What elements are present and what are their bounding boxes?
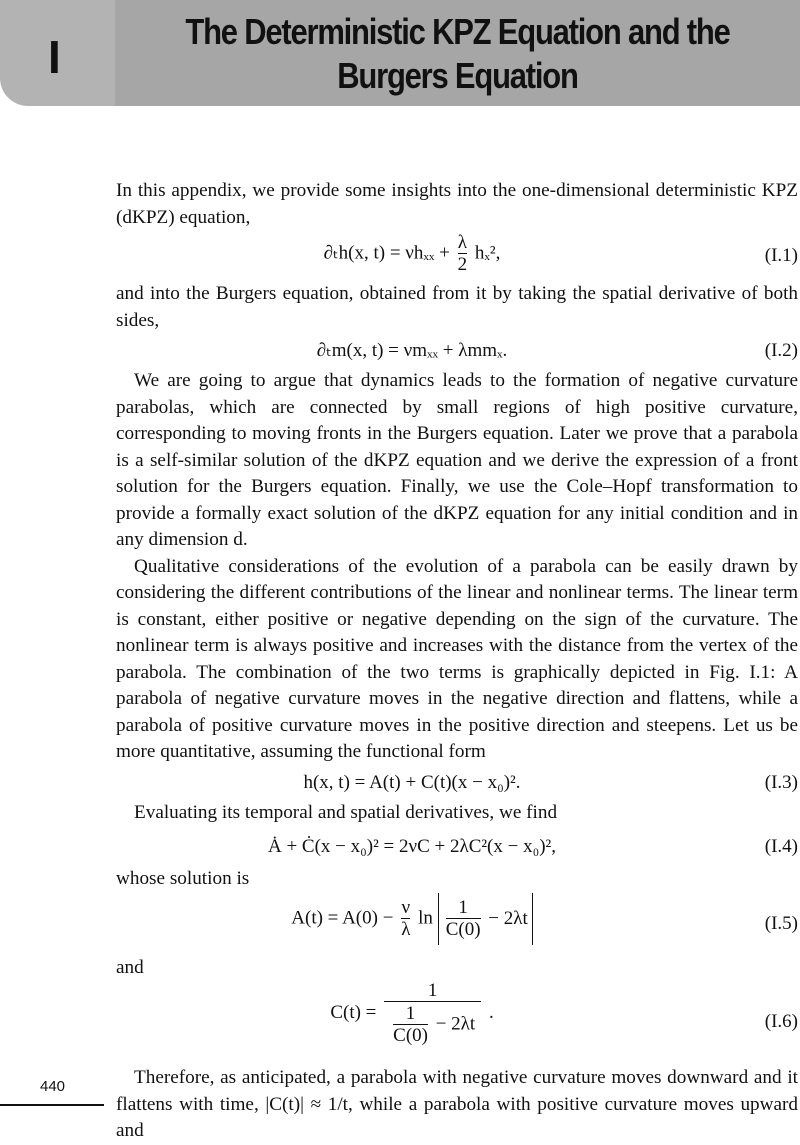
page-number: 440	[40, 1078, 66, 1095]
chapter-tab	[0, 0, 128, 106]
chapter-title-line1: The Deterministic KPZ Equation and the	[185, 11, 730, 52]
eq6-denominator	[384, 1001, 481, 1046]
equation-I4	[116, 826, 798, 866]
eq5-fraction	[401, 898, 410, 940]
eq1-fraction	[458, 233, 468, 275]
equation-I5	[116, 893, 798, 955]
equation-I1-body	[116, 233, 708, 275]
eq6-numerator: 1	[427, 980, 438, 1001]
equation-I3-label: (I.3)	[764, 771, 798, 793]
equation-I3	[116, 766, 798, 800]
equation-I2-body: ∂ₜm(x, t) = νmₓₓ + λmmₓ.	[316, 340, 508, 361]
paragraph-qualitative: Qualitative considerations of the evolution of a parabola can be easily drawn by considering the different contributions of the linear and nonlinear terms. The linear term is constant, either positive or negative depending on the sign of the curvature. The nonlinear term is always positive and increases with the distance from the vertex of the parabola. The combination of the two terms is graphically depicted in Fig. I.1: A parabola of negative curvature moves in the negative direction and flattens, while a parabola of positive curvature moves in the positive direction and steepens. Let us be more quantitative, assuming the functional form	[116, 555, 798, 762]
eq1-rhs: hₓ²,	[474, 242, 501, 264]
paragraph-burgers: and into the Burgers equation, obtained from it by taking the spatial derivative of both sides,	[116, 283, 798, 331]
eq6-inner-fraction	[393, 1004, 428, 1046]
eq5-denominator: λ	[401, 918, 411, 940]
equation-I6-body	[116, 981, 708, 1046]
eq1-numerator: λ	[457, 232, 467, 253]
eq5-lhs: A(t) = A(0) −	[291, 906, 394, 928]
page-body	[116, 178, 798, 1145]
paragraph-solution: whose solution is	[116, 868, 250, 889]
equation-I2	[116, 334, 798, 368]
equation-I1	[116, 231, 798, 281]
eq5-numerator: ν	[401, 896, 411, 918]
eq1-lhs: ∂ₜh(x, t) = νhₓₓ +	[323, 242, 450, 264]
equation-I1-label: (I.1)	[764, 245, 798, 266]
footer-rule	[0, 1104, 104, 1106]
eq5-absolute-value	[438, 893, 533, 945]
eq6-fraction	[384, 981, 481, 1046]
eq6-inner-rest: − 2λt	[435, 1013, 476, 1035]
eq6-lhs: C(t) =	[330, 1001, 377, 1023]
eq5-inner-fraction	[446, 898, 481, 940]
eq6-inner-numerator: 1	[405, 1002, 416, 1024]
equation-I4-body: Ȧ + Ċ(x − x₀)² = 2νC + 2λC²(x − x₀)²,	[267, 836, 556, 857]
chapter-letter: I	[48, 31, 61, 83]
paragraph-intro: In this appendix, we provide some insights into the one-dimensional deterministic KPZ (dKPZ) equation,	[116, 180, 798, 228]
eq5-inner-numerator: 1	[458, 897, 468, 919]
paragraph-evaluating: Evaluating its temporal and spatial derivatives, we find	[134, 801, 558, 823]
equation-I6-label: (I.6)	[764, 1011, 798, 1032]
equation-I6	[116, 981, 798, 1065]
eq6-inner-denominator: C(0)	[393, 1024, 428, 1046]
chapter-title	[163, 10, 752, 98]
paragraph-conclusion: Therefore, as anticipated, a parabola with negative curvature moves downward and it flattens with time, |C(t)| ≈ 1/t, while a parabola with positive curvature moves upward and	[116, 1067, 798, 1141]
eq6-tail: .	[488, 1001, 494, 1023]
chapter-header	[0, 0, 800, 106]
equation-I3-body: h(x, t) = A(t) + C(t)(x − x₀)².	[303, 771, 521, 793]
equation-I5-label: (I.5)	[764, 912, 798, 934]
paragraph-argument: We are going to argue that dynamics leads to the formation of negative curvature parabolas, which are connected by small regions of high positive curvature, corresponding to moving fronts in the Burgers equation. Later we prove that a parabola is a self-similar solution of the dKPZ equation and we derive the expression of a front solution for the Burgers equation. Finally, we use the Cole–Hopf transformation to provide a formally exact solution of the dKPZ equation for any initial condition and in any dimension d.	[116, 370, 798, 550]
paragraph-and: and	[116, 956, 144, 978]
equation-I5-body	[116, 893, 708, 945]
equation-I4-label: (I.4)	[764, 836, 798, 857]
eq5-ln: ln	[418, 906, 433, 928]
chapter-title-line2: Burgers Equation	[337, 55, 578, 96]
eq5-inner-rest: − 2λt	[488, 907, 528, 929]
eq1-denominator: 2	[457, 253, 468, 275]
equation-I2-label: (I.2)	[764, 340, 798, 361]
eq5-inner-denominator: C(0)	[445, 919, 481, 941]
